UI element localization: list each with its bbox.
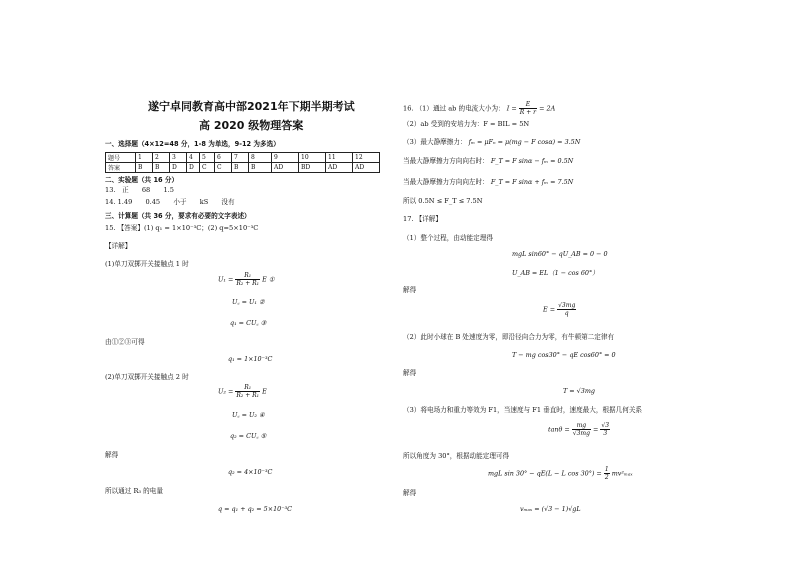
numerator: √3mg [558, 302, 576, 309]
table-cell: B [249, 163, 272, 173]
section-calc-heading: 三、计算题（共 36 分，要求有必要的文字表述） [105, 212, 251, 220]
eq-lhs: E = [543, 305, 556, 314]
q17-eq8: vₘₐₓ = (√3 − 1)√gL [520, 505, 581, 513]
table-cell: D [170, 163, 187, 173]
q16-part5-text: 当最大静摩擦力方向向左时： [403, 178, 489, 186]
fraction [557, 302, 576, 317]
table-cell: 9 [272, 153, 299, 163]
q16-part4-text: 当最大静摩擦力方向向右时： [403, 157, 489, 165]
q16-part6: 所以 0.5N ≤ F_T ≤ 7.5N [403, 197, 483, 205]
equation-7: q₂ = CU꜀ ⑤ [230, 432, 267, 440]
fraction [235, 384, 260, 399]
equation-6: U꜀ = U₂ ④ [232, 411, 265, 419]
table-cell: 7 [232, 153, 249, 163]
solve-text: 解得 [403, 489, 417, 497]
q17-eq7 [488, 466, 633, 481]
eq-rhs: mv²ₘₐₓ [611, 469, 633, 478]
table-cell: B [232, 163, 249, 173]
denominator: R₂ + R₁ [236, 392, 260, 399]
q17-eq4: T − mg cos30° − qE cos60° = 0 [512, 351, 616, 359]
q16-part3 [403, 138, 580, 146]
table-cell: 2 [153, 153, 170, 163]
table-cell: 3 [170, 153, 187, 163]
part-2-text: (2)单刀双掷开关接触点 2 时 [105, 373, 189, 381]
q16-part1 [403, 101, 555, 116]
table-cell: 题号 [106, 153, 136, 163]
q17-eq1: mgL sin60° − qU_AB = 0 − 0 [512, 250, 608, 258]
q16-part3-eq: fₘ = μFₙ = μ(mg − F cosα) = 3.5N [468, 138, 581, 146]
answer-14: 14. 1.49 0.45 小于 kS 没有 [105, 198, 235, 206]
q16-eq-lhs: I = [506, 104, 517, 113]
q17-eq3 [543, 302, 576, 317]
q17-part2: （2）此时小球在 B 处速度为零，即沿径向合力为零，有牛顿第二定律有 [403, 333, 615, 341]
section-lab-heading: 二、实验题（共 16 分） [105, 176, 179, 184]
denominator: R₂ + R₁ [236, 280, 260, 287]
table-cell: AD [272, 163, 299, 173]
q17-part3: （3）将电场力和重力等效为 F1，当速度与 F1 垂直时，速度最大，根据几何关系 [403, 406, 643, 414]
denominator: 2 [604, 474, 609, 481]
equation-5 [218, 384, 267, 399]
eq-lhs: U₂ = [218, 387, 234, 396]
denominator: √3mg [572, 430, 590, 437]
table-cell: D [187, 163, 200, 173]
equation-9: q = q₁ + q₂ = 5×10⁻³C [218, 505, 293, 513]
eq-lhs: mgL sin 30° − qE(L − L cos 30°) = [488, 469, 602, 478]
answer-15: 15. 【答案】(1) q₁ = 1×10⁻³C；(2) q=5×10⁻³C [105, 224, 259, 232]
fraction [519, 101, 537, 116]
eq-lhs: tanθ = [548, 425, 570, 434]
table-cell: 10 [299, 153, 326, 163]
q16-part3-text: （3）最大静摩擦力： [403, 138, 467, 146]
charge-text: 所以通过 R₃ 的电量 [105, 487, 163, 495]
table-cell: BD [299, 163, 326, 173]
derive-text: 由①②③可得 [105, 338, 145, 346]
part-1-text: (1)单刀双掷开关接触点 1 时 [105, 260, 189, 268]
q17-eq2: U_AB = EL（1 − cos 60°） [512, 269, 599, 277]
fraction [600, 422, 610, 437]
table-cell: AD [326, 163, 353, 173]
q17-eq5: T = √3mg [563, 387, 595, 395]
equation-4: q₁ = 1×10⁻³C [228, 355, 273, 363]
detail-label: 【详解】 [105, 242, 132, 250]
eq-rhs: E ① [262, 275, 275, 284]
denominator: q [564, 310, 569, 317]
table-cell: 11 [326, 153, 353, 163]
table-cell: AD [353, 163, 380, 173]
numerator: R₁ [235, 272, 260, 280]
fraction [604, 466, 610, 481]
table-row [106, 153, 380, 163]
numerator: R₁ [235, 384, 260, 392]
q17-eq6 [548, 422, 610, 437]
table-cell: B [153, 163, 170, 173]
table-row [106, 163, 380, 173]
table-cell: 5 [200, 153, 215, 163]
numerator: mg [572, 422, 591, 430]
numerator: 1 [604, 466, 609, 473]
solve-text: 解得 [403, 286, 417, 294]
eq-rhs: E [262, 387, 267, 396]
solve-text: 解得 [403, 369, 417, 377]
answer-table [105, 152, 380, 173]
table-cell: B [136, 163, 153, 173]
equation-2: U꜀ = U₁ ② [232, 298, 265, 306]
eq-lhs: U₁ = [218, 275, 234, 284]
page-title: 遂宁卓同教育高中部2021年下期半期考试 [148, 100, 355, 113]
page-subtitle: 高 2020 级物理答案 [199, 119, 304, 132]
q16-part5-eq: F_T = F sinα + fₘ = 7.5N [490, 178, 574, 186]
q17-part4: 所以角度为 30°，根据动能定理可得 [403, 452, 510, 460]
table-cell: 答案 [106, 163, 136, 173]
q16-part4 [403, 157, 573, 165]
answer-13: 13. 正 68 1.5 [105, 186, 174, 194]
table-cell: C [200, 163, 215, 173]
section-choice-heading: 一、选择题（4×12=48 分，1-8 为单选，9-12 为多选） [105, 140, 280, 148]
q17-heading: 17. 【详解】 [403, 215, 442, 223]
table-cell: 6 [215, 153, 232, 163]
q16-part2: （2）ab 受到的安培力为：F = BIL = 5N [403, 120, 530, 128]
q16-eq-rhs: = 2A [539, 104, 556, 113]
fraction [572, 422, 591, 437]
table-cell: 12 [353, 153, 380, 163]
table-cell: 1 [136, 153, 153, 163]
denominator: 3 [603, 430, 608, 437]
q16-part5 [403, 178, 573, 186]
fraction [235, 272, 260, 287]
q16-part1-text: 16. （1）通过 ab 的电流大小为： [403, 104, 505, 113]
table-cell: 4 [187, 153, 200, 163]
table-cell: C [215, 163, 232, 173]
equation-8: q₂ = 4×10⁻³C [228, 468, 273, 476]
eq-mid: = [593, 425, 599, 434]
q17-part1: （1）整个过程，由动能定理得 [403, 234, 493, 242]
q16-part4-eq: F_T = F sinα − fₘ = 0.5N [490, 157, 574, 165]
equation-1 [218, 272, 275, 287]
equation-3: q₁ = CU꜀ ③ [230, 319, 267, 327]
denominator: R + r [519, 109, 537, 116]
table-cell: 8 [249, 153, 272, 163]
numerator: √3 [601, 422, 610, 429]
numerator: E [519, 101, 537, 109]
solve-text: 解得 [105, 451, 119, 459]
